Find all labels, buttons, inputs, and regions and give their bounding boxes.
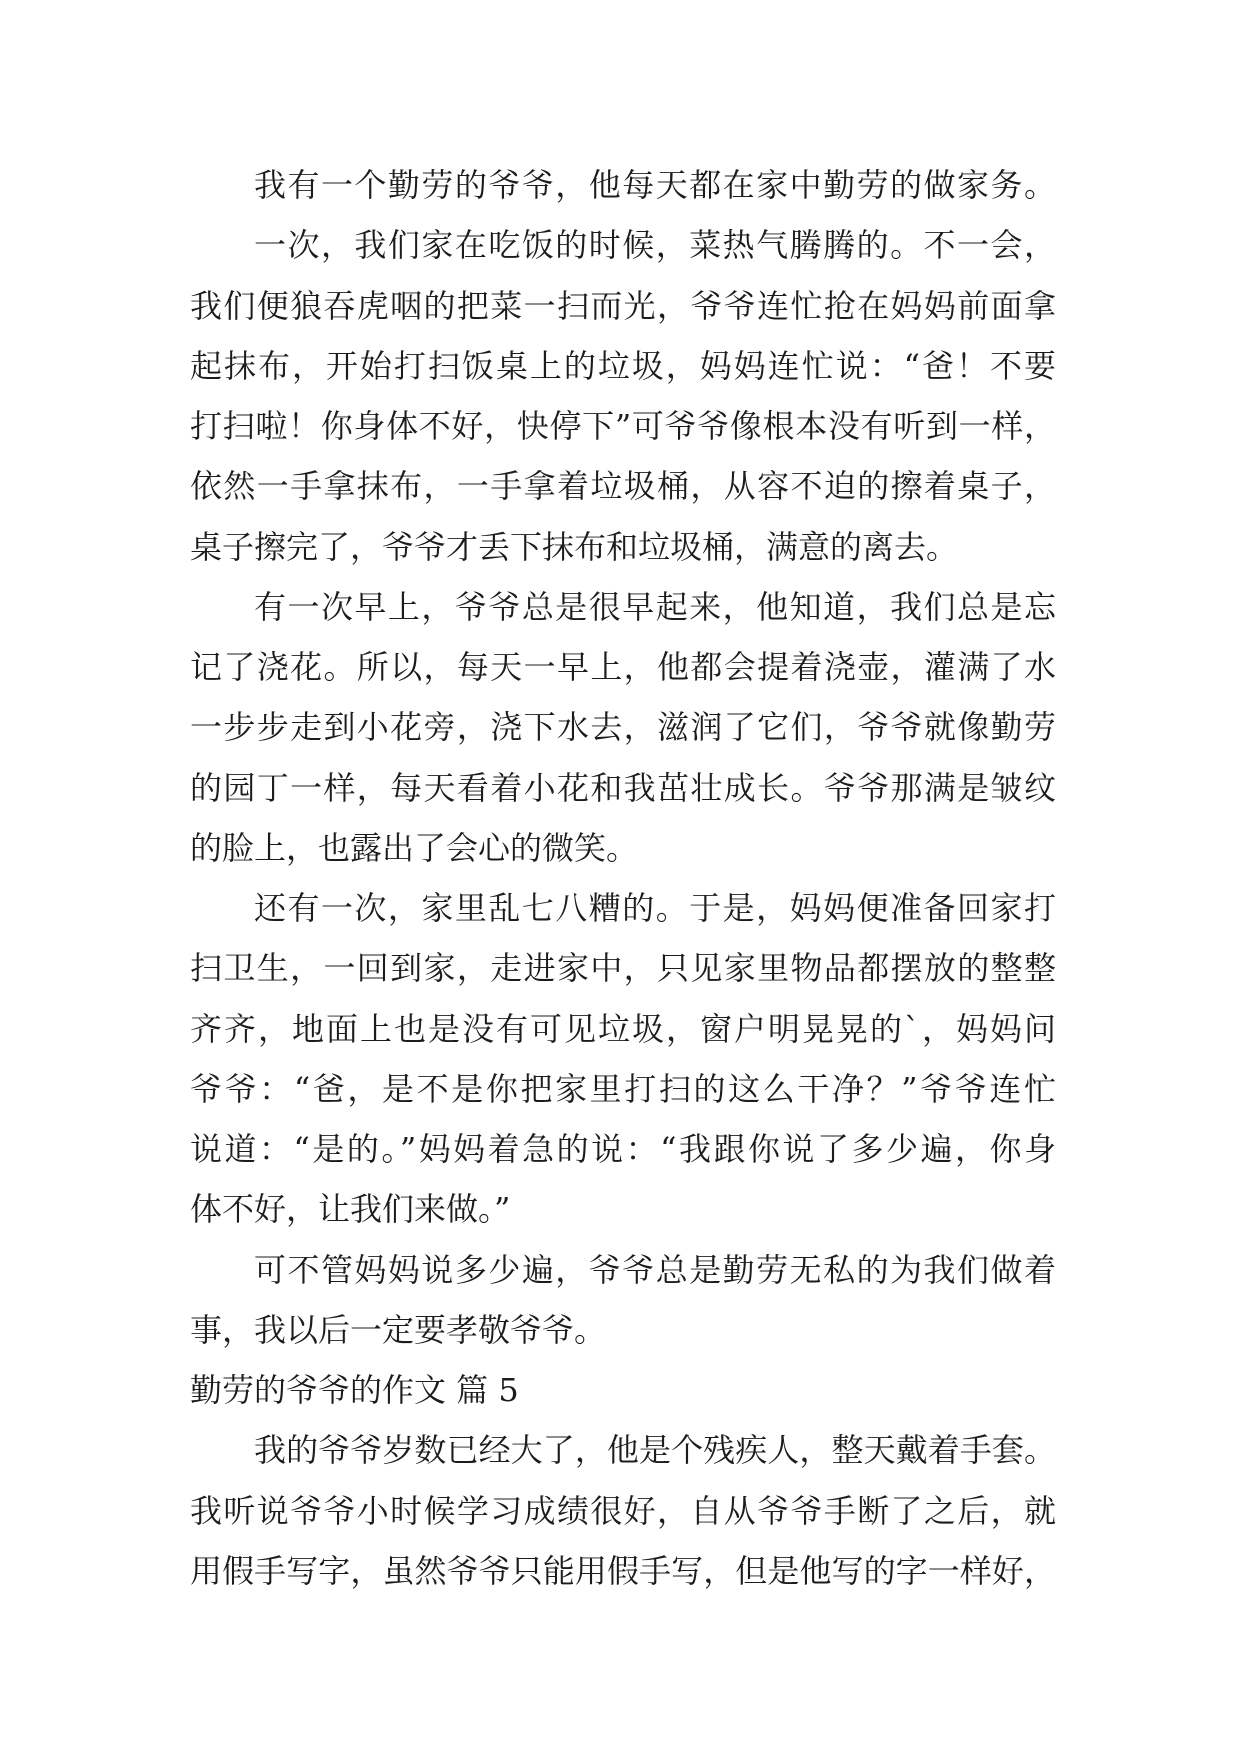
paragraph-line: 体不好，让我们来做。”	[190, 1190, 511, 1229]
paragraph-line: 可不管妈妈说多少遍，爷爷总是勤劳无私的为我们做着	[254, 1250, 1056, 1289]
paragraph-line: 的园丁一样，每天看着小花和我茁壮成长。爷爷那满是皱纹	[190, 768, 1056, 807]
paragraph-line: 的脸上，也露出了会心的微笑。	[190, 828, 639, 867]
paragraph-line: 起抹布，开始打扫饭桌上的垃圾，妈妈连忙说：“爸！不要	[190, 346, 1056, 385]
paragraph-line: 依然一手拿抹布，一手拿着垃圾桶，从容不迫的擦着桌子，	[190, 467, 1056, 506]
paragraph-line: 扫卫生，一回到家，走进家中，只见家里物品都摆放的整整	[190, 949, 1056, 988]
document-body	[190, 155, 1056, 1601]
paragraph	[190, 215, 1056, 577]
paragraph-line: 齐齐，地面上也是没有可见垃圾，窗户明晃晃的`，妈妈问	[190, 1009, 1056, 1048]
section-heading: 勤劳的爷爷的作文 篇 5	[190, 1371, 519, 1409]
paragraph-line: 桌子擦完了，爷爷才丢下抹布和垃圾桶，满意的离去。	[190, 527, 959, 566]
paragraph-line: 我们便狼吞虎咽的把菜一扫而光，爷爷连忙抢在妈妈前面拿	[190, 286, 1056, 325]
paragraph-line: 我有一个勤劳的爷爷，他每天都在家中勤劳的做家务。	[254, 166, 1056, 204]
paragraph-line: 打扫啦！你身体不好，快停下”可爷爷像根本没有听到一样，	[190, 407, 1056, 445]
paragraph-line: 说道：“是的。”妈妈着急的说：“我跟你说了多少遍，你身	[190, 1130, 1056, 1168]
paragraph-line: 爷爷：“爸，是不是你把家里打扫的这么干净？”爷爷连忙	[190, 1069, 1056, 1108]
paragraph-line: 用假手写字，虽然爷爷只能用假手写，但是他写的字一样好，	[190, 1551, 1056, 1590]
paragraph-line: 一次，我们家在吃饭的时候，菜热气腾腾的。不一会，	[254, 226, 1056, 265]
paragraph-line: 有一次早上，爷爷总是很早起来，他知道，我们总是忘	[254, 587, 1056, 626]
paragraph-line: 我的爷爷岁数已经大了，他是个残疾人，整天戴着手套。	[254, 1431, 1056, 1470]
paragraph-line: 我听说爷爷小时候学习成绩很好，自从爷爷手断了之后，就	[190, 1491, 1056, 1530]
paragraph	[190, 1420, 1056, 1601]
paragraph	[190, 577, 1056, 878]
paragraph-line: 一步步走到小花旁，浇下水去，滋润了它们，爷爷就像勤劳	[190, 708, 1056, 747]
paragraph-line: 还有一次，家里乱七八糟的。于是，妈妈便准备回家打	[254, 889, 1056, 927]
paragraph	[190, 155, 1056, 215]
paragraph	[190, 1240, 1056, 1361]
paragraph-line: 记了浇花。所以，每天一早上，他都会提着浇壶，灌满了水	[190, 648, 1056, 686]
paragraph-line: 事，我以后一定要孝敬爷爷。	[190, 1310, 607, 1349]
paragraph	[190, 878, 1056, 1240]
